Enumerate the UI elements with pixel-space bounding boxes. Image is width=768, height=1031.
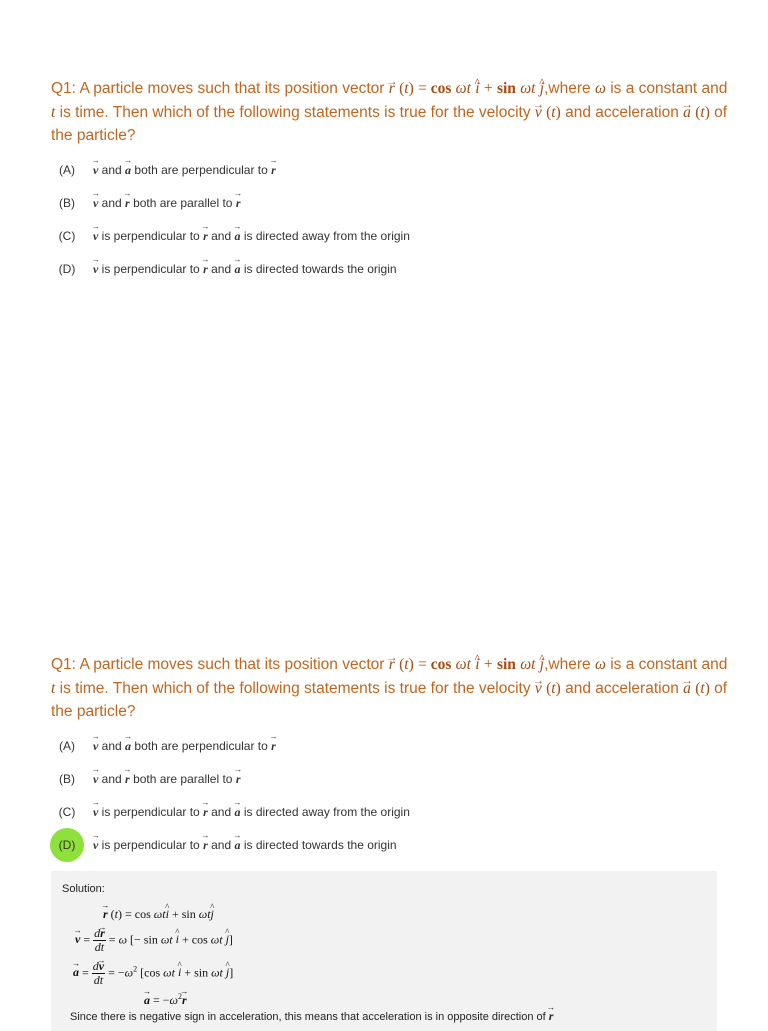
option-label: (D) [58, 262, 76, 276]
option-text: → v is perpendicular to → r and → a is directed away from the origin [93, 805, 410, 820]
question-text: Q1: A particle moves such that its position vector → r (t) = cos ωt ^ i + sin ωt ^ j,where ω is a constant and t is time. Then which of the following statements is true for the velocity → v (t) and acceleration → a (t) of the particle? [51, 653, 731, 724]
solution-panel [51, 871, 717, 1031]
option-d[interactable] [51, 253, 731, 286]
option-d-selected[interactable] [51, 829, 731, 862]
option-label: (C) [58, 229, 76, 243]
option-text: → v and → a both are perpendicular to → r [93, 163, 276, 178]
equation-acceleration: → a = $\frac{d\to v}{dt}$ = $-\omega^2$ [cos ωt ^ i + sin ωt ^ j] [73, 960, 233, 987]
option-text: → v is perpendicular to → r and → a is directed towards the origin [93, 838, 397, 853]
option-text: → v is perpendicular to → r and → a is directed away from the origin [93, 229, 410, 244]
option-label: (A) [59, 739, 75, 753]
solution-note: Since there is negative sign in acceleration, this means that acceleration is in opposite direction of → r [70, 1009, 553, 1024]
equation-velocity: → v = $\frac{d\to r}{dt}$ = ω [− sin ωt ^ i + cos ωt ^ j] [75, 927, 233, 954]
option-label: (C) [58, 805, 76, 819]
equation-position: → r (t) = cos ωt^ i + sin ωt^ j [103, 907, 214, 922]
option-label: (B) [59, 772, 75, 786]
option-text: → v and → r both are parallel to → r [93, 196, 240, 211]
option-text: → v and → a both are perpendicular to → r [93, 739, 276, 754]
option-label: (A) [59, 163, 75, 177]
option-text: → v is perpendicular to → r and → a is directed towards the origin [93, 262, 397, 277]
option-a[interactable] [51, 154, 731, 187]
option-b[interactable] [51, 763, 731, 796]
correct-answer-badge: (D) [50, 828, 84, 862]
solution-title: Solution: [62, 883, 105, 895]
options-list [51, 730, 731, 862]
options-list [51, 154, 731, 286]
option-c[interactable] [51, 220, 731, 253]
question-block-1 [51, 77, 731, 286]
question-block-2 [51, 653, 731, 862]
option-text: → v and → r both are parallel to → r [93, 772, 240, 787]
option-c[interactable] [51, 796, 731, 829]
option-b[interactable] [51, 187, 731, 220]
question-text: Q1: A particle moves such that its position vector → r (t) = cos ωt ^ i + sin ωt ^ j,where ω is a constant and t is time. Then which of the following statements is true for the velocity → v (t) and acceleration → a (t) of the particle? [51, 77, 731, 148]
equation-result: → $a = -\omega^2\to r$ [144, 992, 187, 1008]
option-label: (B) [59, 196, 75, 210]
option-a[interactable] [51, 730, 731, 763]
